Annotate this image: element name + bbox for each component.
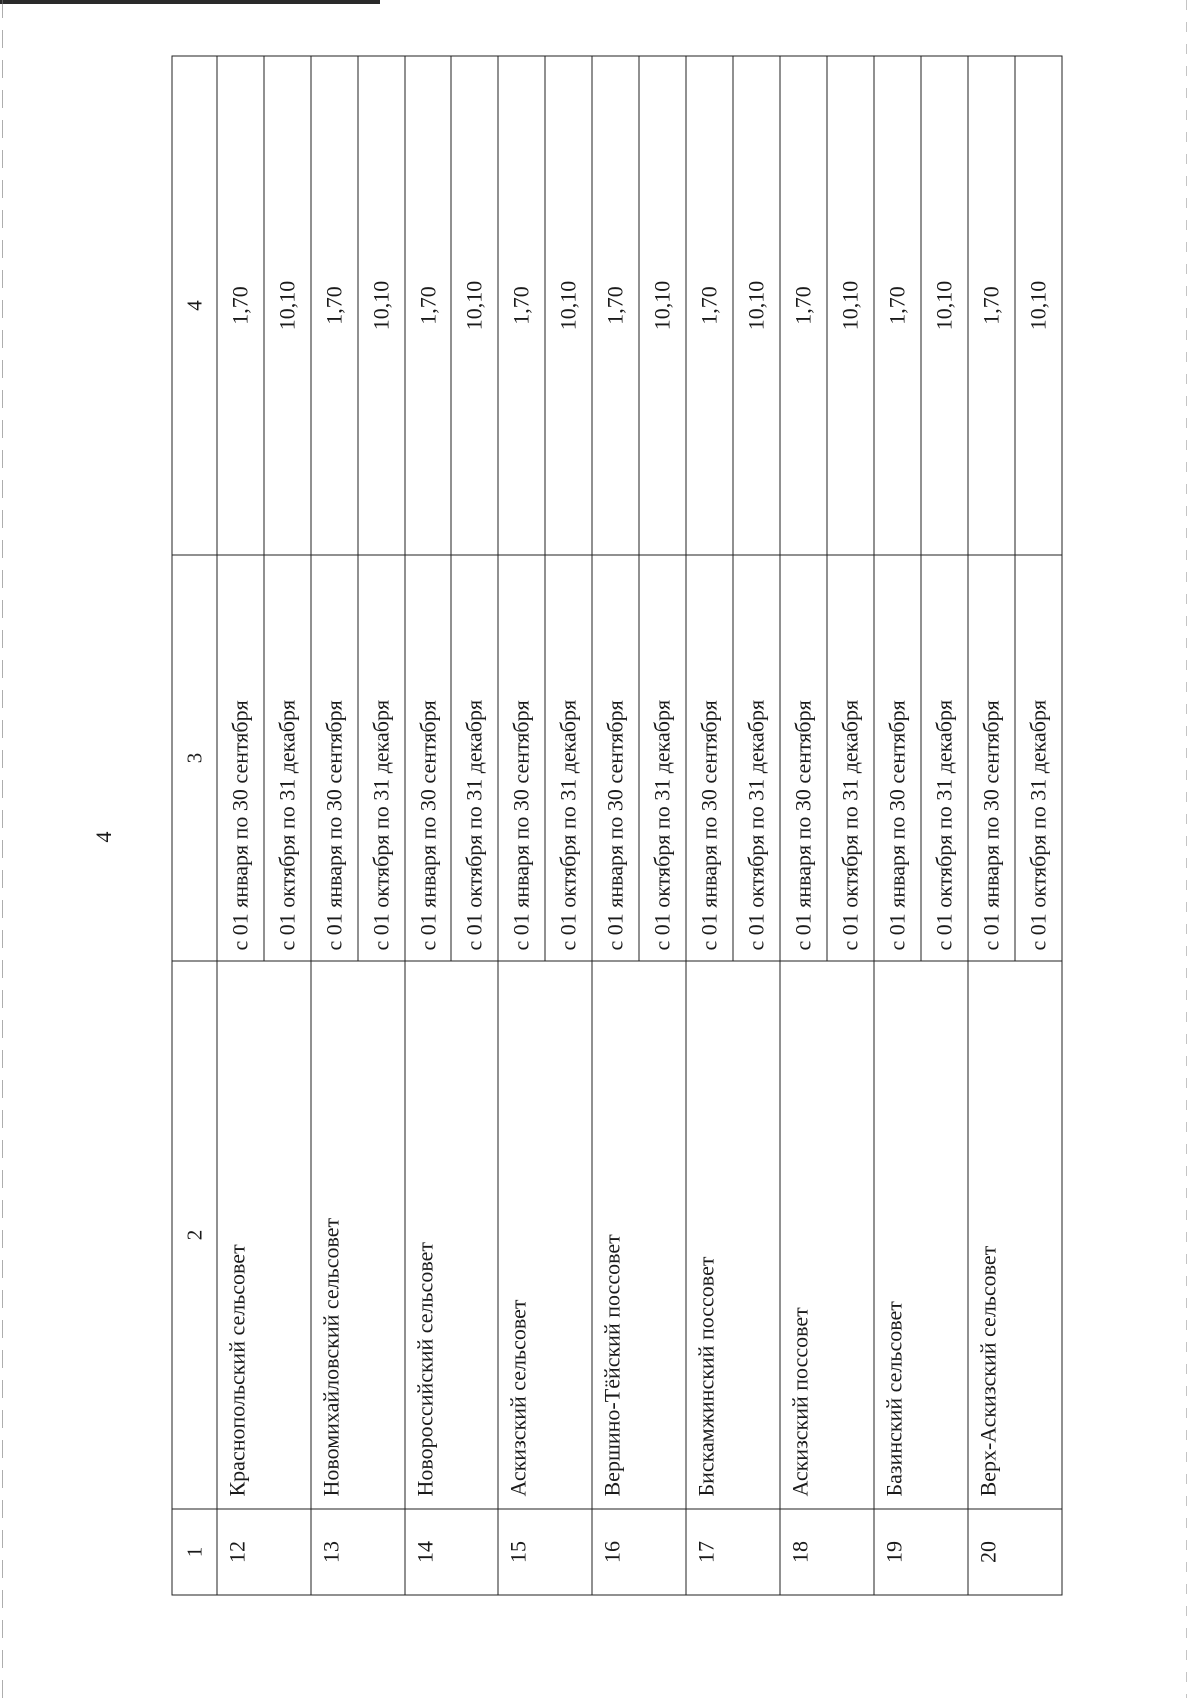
- document-table-container: [172, 56, 1063, 1596]
- rate-value-cell: 10,10: [358, 56, 405, 555]
- municipality-name-cell: Верх-Аскизский сельсовет: [968, 961, 1062, 1509]
- row-number-cell: 15: [498, 1509, 592, 1595]
- rate-value-cell: 1,70: [405, 56, 452, 555]
- table-row: [968, 56, 1015, 1595]
- table-row: [217, 56, 264, 1595]
- municipality-name-cell: Вершино-Тёйский поссовет: [592, 961, 686, 1509]
- table-row: [874, 56, 921, 1595]
- municipality-name-cell: Аскизский поссовет: [780, 961, 874, 1509]
- table-body: [172, 56, 1062, 1595]
- period-cell: с 01 января по 30 сентября: [686, 555, 733, 961]
- row-number-cell: 12: [217, 1509, 311, 1595]
- period-cell: с 01 октября по 31 декабря: [827, 555, 874, 961]
- row-number-cell: 16: [592, 1509, 686, 1595]
- header-cell-4: 4: [172, 56, 217, 555]
- row-number-cell: 20: [968, 1509, 1062, 1595]
- scan-edge-right: [1186, 0, 1187, 1698]
- rate-value-cell: 1,70: [498, 56, 545, 555]
- page-number: 4: [91, 831, 116, 843]
- period-cell: с 01 октября по 31 декабря: [545, 555, 592, 961]
- rate-value-cell: 10,10: [733, 56, 780, 555]
- period-cell: с 01 октября по 31 декабря: [264, 555, 311, 961]
- scan-edge-left: [2, 0, 3, 1698]
- row-number-cell: 19: [874, 1509, 968, 1595]
- rate-value-cell: 10,10: [1015, 56, 1062, 555]
- table-header-row: [172, 56, 217, 1595]
- rate-value-cell: 1,70: [968, 56, 1015, 555]
- rate-value-cell: 1,70: [311, 56, 358, 555]
- table-row: [405, 56, 452, 1595]
- header-cell-2: 2: [172, 961, 217, 1509]
- scan-edge-top: [0, 0, 380, 4]
- period-cell: с 01 октября по 31 декабря: [1015, 555, 1062, 961]
- period-cell: с 01 октября по 31 декабря: [358, 555, 405, 961]
- period-cell: с 01 октября по 31 декабря: [921, 555, 968, 961]
- municipality-name-cell: Базинский сельсовет: [874, 961, 968, 1509]
- period-cell: с 01 января по 30 сентября: [874, 555, 921, 961]
- period-cell: с 01 января по 30 сентября: [405, 555, 452, 961]
- row-number-cell: 17: [686, 1509, 780, 1595]
- rate-value-cell: 10,10: [451, 56, 498, 555]
- rate-value-cell: 1,70: [686, 56, 733, 555]
- municipality-name-cell: Новороссийский сельсовет: [405, 961, 499, 1509]
- rate-value-cell: 10,10: [827, 56, 874, 555]
- municipality-name-cell: Новомихайловский сельсовет: [311, 961, 405, 1509]
- table-row: [686, 56, 733, 1595]
- header-cell-3: 3: [172, 555, 217, 961]
- rate-value-cell: 10,10: [545, 56, 592, 555]
- row-number-cell: 18: [780, 1509, 874, 1595]
- rate-value-cell: 10,10: [921, 56, 968, 555]
- rate-value-cell: 1,70: [592, 56, 639, 555]
- row-number-cell: 14: [405, 1509, 499, 1595]
- period-cell: с 01 января по 30 сентября: [780, 555, 827, 961]
- municipality-name-cell: Бискамжинский поссовет: [686, 961, 780, 1509]
- rate-value-cell: 1,70: [217, 56, 264, 555]
- header-cell-1: 1: [172, 1509, 217, 1595]
- period-cell: с 01 января по 30 сентября: [311, 555, 358, 961]
- municipality-name-cell: Краснопольский сельсовет: [217, 961, 311, 1509]
- rate-value-cell: 1,70: [780, 56, 827, 555]
- period-cell: с 01 января по 30 сентября: [217, 555, 264, 961]
- municipality-name-cell: Аскизский сельсовет: [498, 961, 592, 1509]
- period-cell: с 01 января по 30 сентября: [592, 555, 639, 961]
- rate-value-cell: 10,10: [639, 56, 686, 555]
- rate-value-cell: 10,10: [264, 56, 311, 555]
- period-cell: с 01 октября по 31 декабря: [451, 555, 498, 961]
- table-row: [592, 56, 639, 1595]
- rates-table: [172, 56, 1063, 1596]
- period-cell: с 01 октября по 31 декабря: [639, 555, 686, 961]
- rate-value-cell: 1,70: [874, 56, 921, 555]
- row-number-cell: 13: [311, 1509, 405, 1595]
- period-cell: с 01 января по 30 сентября: [968, 555, 1015, 961]
- period-cell: с 01 октября по 31 декабря: [733, 555, 780, 961]
- period-cell: с 01 января по 30 сентября: [498, 555, 545, 961]
- table-row: [498, 56, 545, 1595]
- table-row: [780, 56, 827, 1595]
- table-row: [311, 56, 358, 1595]
